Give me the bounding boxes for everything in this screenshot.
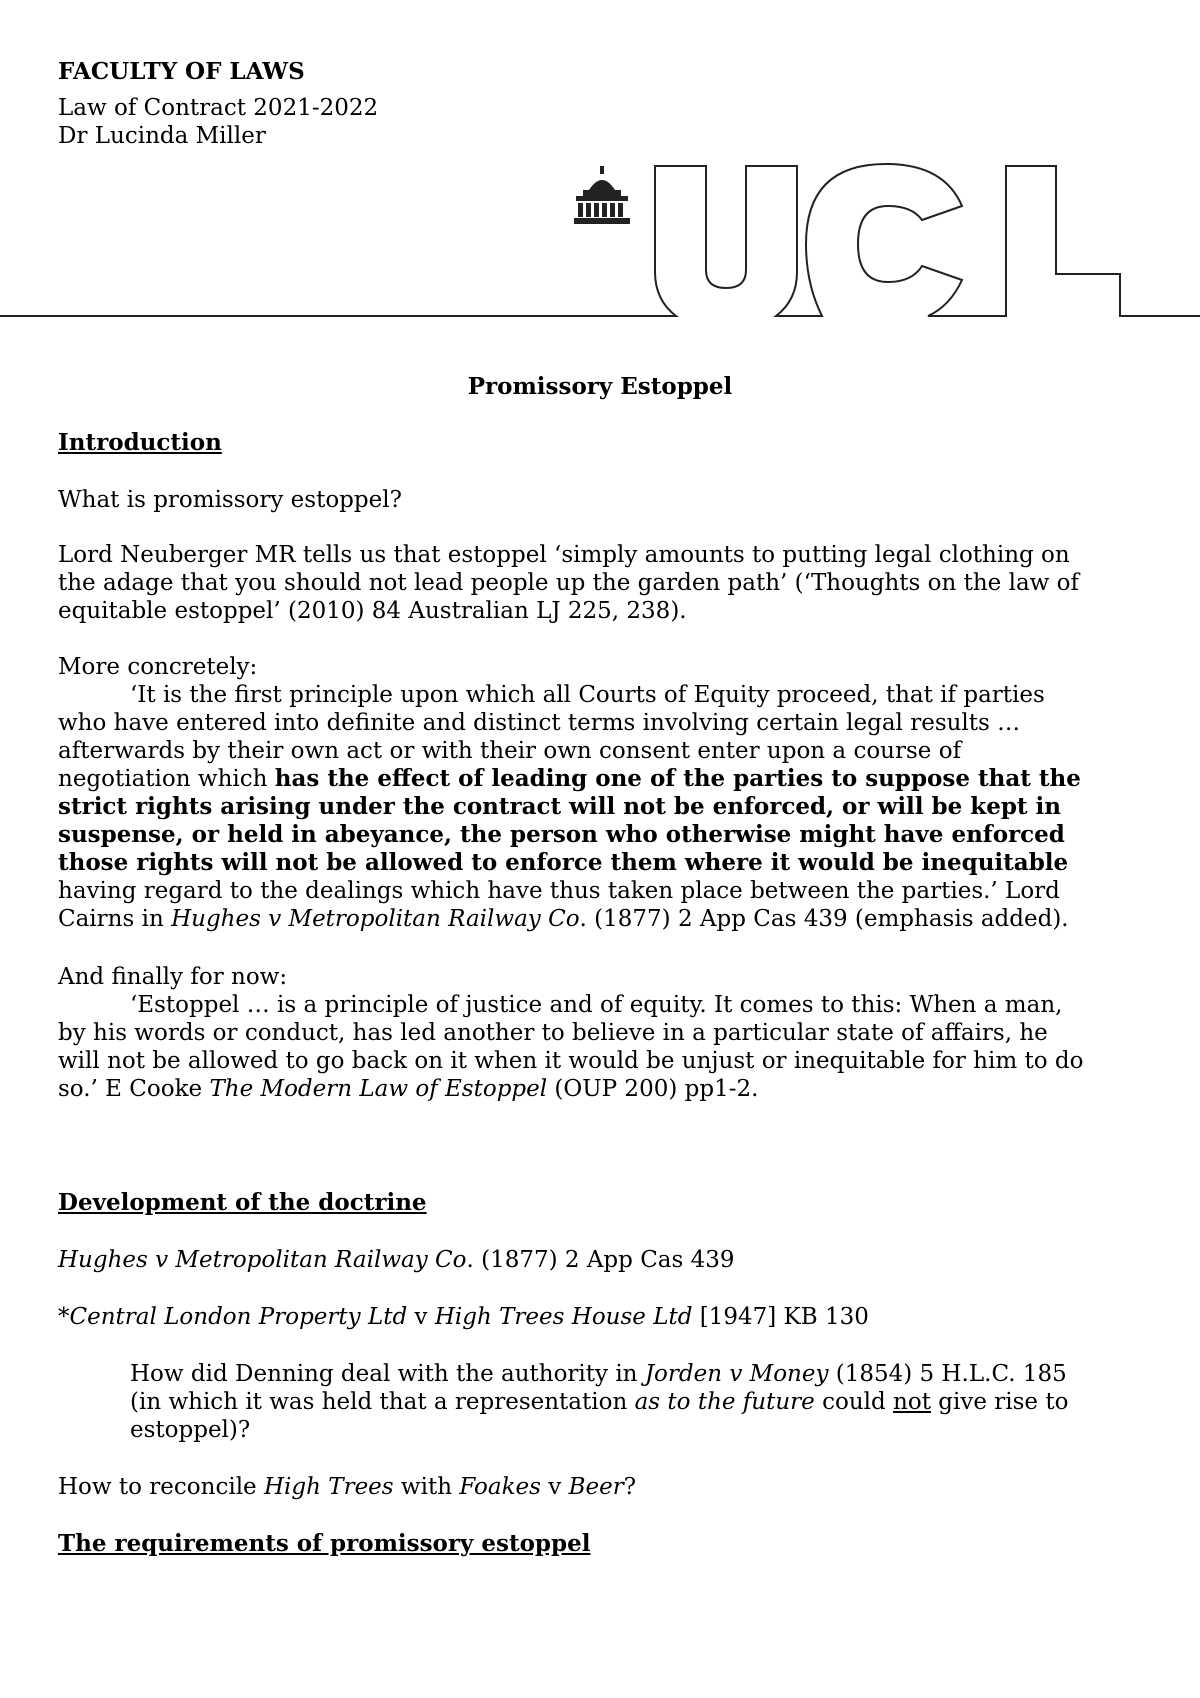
cooke-quote-line: ‘Estoppel … is a principle of justice and of equity. It comes to this: When a man,: [130, 992, 1063, 1018]
intro-question: What is promissory estoppel?: [58, 487, 402, 513]
citation-text: (OUP 200) pp1-2.: [547, 1076, 759, 1102]
citation-text: [1947] KB 130: [692, 1304, 869, 1330]
neuberger-line: the adage that you should not lead people up the garden path’ (‘Thoughts on the law of: [58, 570, 1080, 596]
introduction-heading: Introduction: [58, 429, 222, 456]
more-concretely: More concretely:: [58, 654, 258, 680]
citation-text: so.’ E Cooke: [58, 1076, 210, 1102]
cairns-plain: negotiation which: [58, 766, 275, 792]
portico-icon: [574, 166, 630, 224]
ucl-logo: [0, 160, 1200, 322]
question-text: give rise to: [930, 1389, 1069, 1415]
neuberger-line: Lord Neuberger MR tells us that estoppel ‘simply amounts to putting legal clothing on: [58, 542, 1070, 568]
cairns-quote-line: ‘It is the first principle upon which all Courts of Equity proceed, that if parties: [130, 682, 1045, 708]
question-text: How did Denning deal with the authority in: [130, 1361, 645, 1387]
cairns-emphasis: has the effect of leading one of the parties to suppose that the: [274, 765, 1081, 792]
cairns-emphasis: strict rights arising under the contract will not be enforced, or will be kept in: [58, 793, 1062, 820]
case-name: Foakes: [459, 1474, 541, 1500]
case-name: Jorden v Money: [644, 1361, 829, 1387]
cooke-citation: [58, 1075, 758, 1103]
cooke-quote-line: by his words or conduct, has led another to believe in a particular state of affairs, he: [58, 1020, 1048, 1046]
question-text: could: [814, 1389, 894, 1415]
faculty-heading: FACULTY OF LAWS: [58, 58, 305, 85]
cooke-quote-line: will not be allowed to go back on it when it would be unjust or inequitable for him to do: [58, 1048, 1084, 1074]
case-name: High Trees: [263, 1474, 394, 1500]
cairns-quote-line: having regard to the dealings which have thus taken place between the parties.’ Lord: [58, 878, 1060, 904]
cairns-emphasis: those rights will not be allowed to enforce them where it would be inequitable: [58, 849, 1069, 876]
question-text: How to reconcile: [58, 1474, 264, 1500]
citation-text: v: [407, 1304, 435, 1330]
denning-question-line: [130, 1360, 1067, 1388]
hughes-citation: [58, 1246, 735, 1274]
italic-phrase: as to the future: [634, 1389, 815, 1415]
development-heading: Development of the doctrine: [58, 1189, 427, 1216]
high-trees-citation: [58, 1303, 869, 1331]
book-title: The Modern Law of Estoppel: [209, 1076, 548, 1102]
citation-text: (1854) 5 H.L.C. 185: [828, 1361, 1067, 1387]
and-finally: And finally for now:: [58, 964, 288, 990]
cairns-emphasis: suspense, or held in abeyance, the person who otherwise might have enforced: [58, 821, 1065, 848]
underlined-word: not: [893, 1389, 931, 1415]
case-name: Central London Property Ltd: [69, 1304, 408, 1330]
neuberger-line: equitable estoppel’ (2010) 84 Australian LJ 225, 238).: [58, 598, 687, 624]
question-text: (in which it was held that a representation: [130, 1389, 635, 1415]
case-name: Hughes v Metropolitan Railway Co: [58, 1247, 467, 1273]
citation-text: . (1877) 2 App Cas 439: [466, 1247, 735, 1273]
cairns-quote-line: afterwards by their own act or with their own consent enter upon a course of: [58, 738, 962, 764]
cairns-citation: [58, 905, 1069, 933]
course-name: Law of Contract 2021-2022: [58, 95, 379, 121]
case-name: Hughes v Metropolitan Railway Co: [171, 906, 580, 932]
case-name: Beer: [568, 1474, 624, 1500]
citation-text: Cairns in: [58, 906, 172, 932]
denning-question-line: estoppel)?: [130, 1417, 251, 1443]
question-text: with: [393, 1474, 460, 1500]
citation-text: . (1877) 2 App Cas 439 (emphasis added).: [579, 906, 1069, 932]
question-text: v: [540, 1474, 569, 1500]
document-title: Promissory Estoppel: [467, 373, 733, 400]
case-name: High Trees House Ltd: [434, 1304, 693, 1330]
requirements-heading: The requirements of promissory estoppel: [58, 1530, 591, 1557]
lecturer-name: Dr Lucinda Miller: [58, 123, 266, 149]
cairns-quote-line: [58, 765, 1081, 793]
reconcile-question: [58, 1473, 636, 1501]
denning-question-line: [130, 1388, 1068, 1416]
cairns-quote-line: who have entered into definite and distinct terms involving certain legal results …: [58, 710, 1021, 736]
star-mark: *: [58, 1304, 70, 1330]
question-text: ?: [623, 1474, 637, 1500]
